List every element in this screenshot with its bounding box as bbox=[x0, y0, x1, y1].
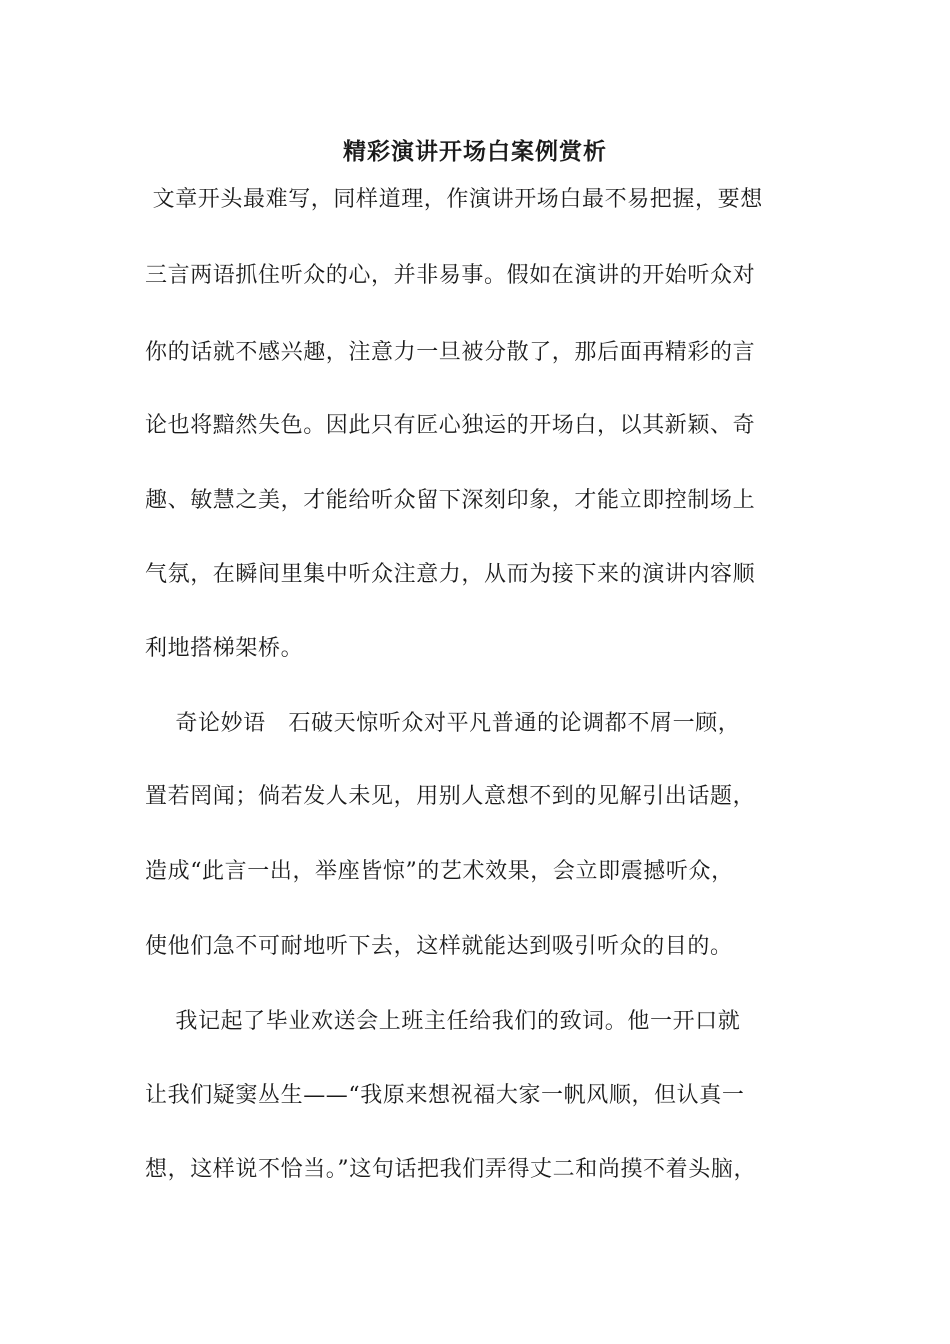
paragraph-line: 气氛，在瞬间里集中听众注意力，从而为接下来的演讲内容顺 bbox=[145, 562, 756, 587]
paragraph-line: 奇论妙语 石破天惊听众对平凡普通的论调都不屑一顾， bbox=[145, 711, 741, 736]
paragraph-line: 置若罔闻；倘若发人未见，用别人意想不到的见解引出话题， bbox=[145, 784, 756, 809]
paragraph-line: 我记起了毕业欢送会上班主任给我们的致词。他一开口就 bbox=[145, 1009, 741, 1034]
paragraph-line: 论也将黯然失色。因此只有匠心独运的开场白，以其新颖、奇 bbox=[145, 413, 756, 438]
paragraph-line: 你的话就不感兴趣，注意力一旦被分散了，那后面再精彩的言 bbox=[145, 340, 756, 365]
paragraph-line: 利地搭梯架桥。 bbox=[145, 636, 304, 661]
paragraph-line: 使他们急不可耐地听下去，这样就能达到吸引听众的目的。 bbox=[145, 934, 733, 959]
paragraph-line: 三言两语抓住听众的心，并非易事。假如在演讲的开始听众对 bbox=[145, 263, 756, 288]
paragraph-line: 想，这样说不恰当。”这句话把我们弄得丈二和尚摸不着头脑， bbox=[145, 1157, 757, 1182]
paragraph-line: 让我们疑窦丛生——“我原来想祝福大家一帆风顺，但认真一 bbox=[145, 1083, 745, 1108]
paragraph-line: 趣、敏慧之美，才能给听众留下深刻印象，才能立即控制场上 bbox=[145, 488, 756, 513]
paragraph-line: 造成“此言一出，举座皆惊”的艺术效果，会立即震撼听众， bbox=[145, 859, 734, 884]
document-title: 精彩演讲开场白案例赏析 bbox=[343, 138, 607, 165]
paragraph-line: 文章开头最难写，同样道理，作演讲开场白最不易把握，要想 bbox=[145, 187, 763, 212]
